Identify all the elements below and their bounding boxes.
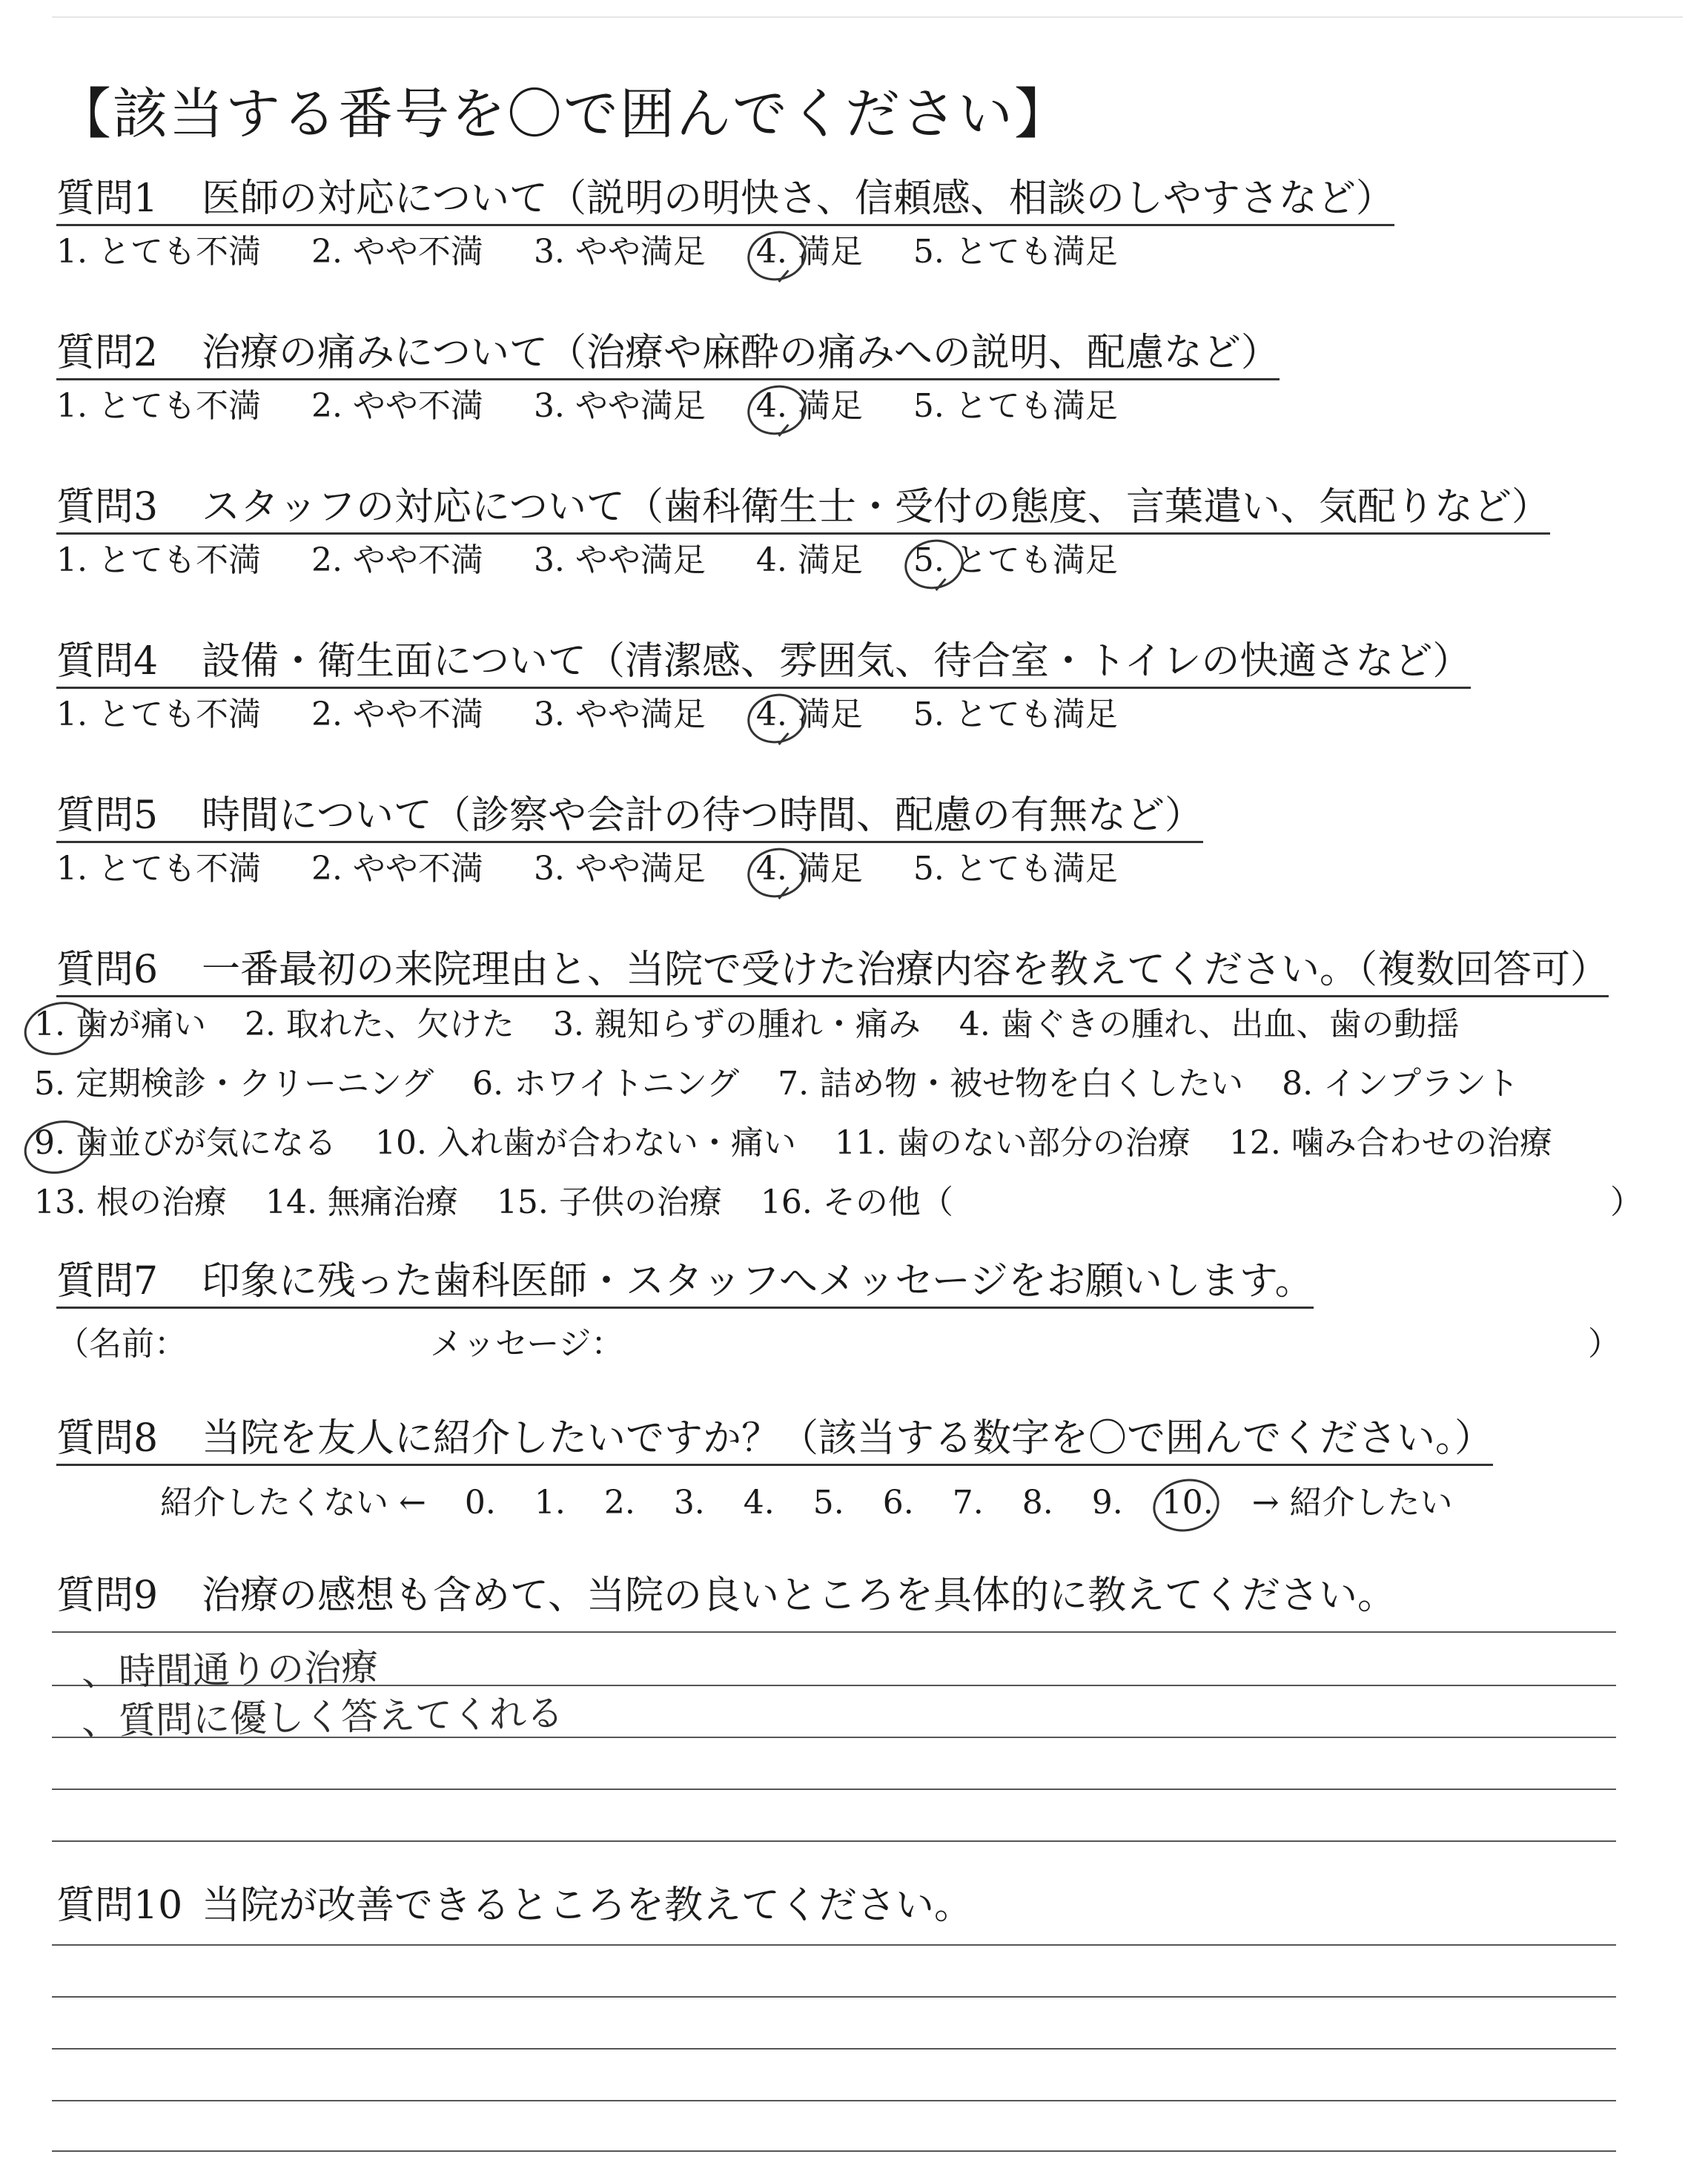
question-header: 質問5 時間について（診察や会計の待つ時間、配慮の有無など） (56, 793, 1203, 843)
message-line[interactable] (56, 1317, 1621, 1364)
option-1[interactable]: 1. とても不満 (56, 541, 261, 579)
reason-row-1 (34, 1005, 1643, 1044)
reason-5[interactable]: 5. 定期検診・クリーニング (34, 1065, 434, 1103)
message-close-paren: ） (1588, 1325, 1621, 1363)
question-header: 質問2 治療の痛みについて（治療や麻酔の痛みへの説明、配慮など） (56, 331, 1280, 380)
scale-6[interactable]: 6. (882, 1484, 914, 1522)
question-header: 質問1 医師の対応について（説明の明快さ、信頼感、相談のしやすさなど） (56, 176, 1394, 226)
message-label: メッセージ： (430, 1325, 624, 1363)
scale-2[interactable]: 2. (603, 1484, 635, 1522)
option-3[interactable]: 3. やや満足 (533, 696, 706, 733)
reason-row-2 (34, 1065, 1643, 1103)
reason-15[interactable]: 15. 子供の治療 (496, 1183, 722, 1221)
reason-1-selected[interactable]: 1. 歯が痛い (34, 1005, 206, 1043)
question-header: 質問3 スタッフの対応について（歯科衛生士・受付の態度、言葉遣い、気配りなど） (56, 485, 1550, 535)
answer-line (52, 1631, 1616, 1633)
reason-3[interactable]: 3. 親知らずの腫れ・痛み (552, 1005, 921, 1043)
recommend-scale (160, 1476, 1481, 1523)
option-5[interactable]: 5. とても満足 (913, 850, 1118, 888)
option-2[interactable]: 2. やや不満 (311, 696, 483, 733)
scale-8[interactable]: 8. (1022, 1484, 1053, 1522)
scale-3[interactable]: 3. (673, 1484, 705, 1522)
question-header: 質問4 設備・衛生面について（清潔感、雰囲気、待合室・トイレの快適さなど） (56, 639, 1471, 689)
reason-16[interactable]: 16. その他（ (760, 1183, 953, 1221)
option-1[interactable]: 1. とても不満 (56, 696, 261, 733)
scale-5[interactable]: 5. (812, 1484, 844, 1522)
reason-row-4 (34, 1183, 1643, 1222)
option-5[interactable]: 5. とても満足 (913, 387, 1118, 425)
answer-line (52, 1840, 1616, 1842)
other-close-paren: ） (1610, 1183, 1643, 1221)
option-3[interactable]: 3. やや満足 (533, 387, 706, 425)
question-header: 質問6 一番最初の来院理由と、当院で受けた治療内容を教えてください。（複数回答可） (56, 948, 1609, 997)
option-4-selected[interactable]: 4. 満足 (755, 233, 863, 271)
reason-10[interactable]: 10. 入れ歯が合わない・痛い (374, 1124, 796, 1162)
option-2[interactable]: 2. やや不満 (311, 541, 483, 579)
scale-4[interactable]: 4. (743, 1484, 775, 1522)
option-1[interactable]: 1. とても不満 (56, 387, 261, 425)
question-header: 質問7 印象に残った歯科医師・スタッフへメッセージをお願いします。 (56, 1259, 1314, 1309)
option-5[interactable]: 5. とても満足 (913, 233, 1118, 271)
reason-13[interactable]: 13. 根の治療 (34, 1183, 227, 1221)
answer-line (52, 1996, 1616, 1998)
rating-options (56, 850, 1158, 888)
reason-6[interactable]: 6. ホワイトニング (472, 1065, 740, 1103)
rating-options (56, 233, 1158, 271)
option-2[interactable]: 2. やや不満 (311, 850, 483, 888)
scale-9[interactable]: 9. (1091, 1484, 1123, 1522)
option-5[interactable]: 5. とても満足 (913, 696, 1118, 733)
option-3[interactable]: 3. やや満足 (533, 233, 706, 271)
question-header: 質問8 当院を友人に紹介したいですか？（該当する数字を〇で囲んでください。） (56, 1416, 1493, 1466)
handwritten-answer-1[interactable]: 、時間通りの治療 (81, 1645, 379, 1694)
option-2[interactable]: 2. やや不満 (311, 233, 483, 271)
reason-14[interactable]: 14. 無痛治療 (265, 1183, 458, 1221)
rating-options (56, 541, 1158, 580)
reason-8[interactable]: 8. インプラント (1282, 1065, 1520, 1103)
scale-7[interactable]: 7. (952, 1484, 984, 1522)
option-4[interactable]: 4. 満足 (755, 541, 863, 579)
option-4-selected[interactable]: 4. 満足 (755, 850, 863, 888)
answer-line (52, 1789, 1616, 1790)
reason-12[interactable]: 12. 噛み合わせの治療 (1228, 1124, 1552, 1162)
option-5-selected[interactable]: 5. とても満足 (913, 541, 1118, 579)
reason-row-3 (34, 1124, 1643, 1163)
name-label: （名前： (56, 1325, 187, 1363)
handwritten-answer-2[interactable]: 、質問に優しく答えてくれる (81, 1691, 564, 1743)
option-4-selected[interactable]: 4. 満足 (755, 696, 863, 733)
reason-11[interactable]: 11. 歯のない部分の治療 (834, 1124, 1191, 1162)
answer-line (52, 2100, 1616, 2101)
scale-right-label: → 紹介したい (1251, 1484, 1453, 1522)
scale-1[interactable]: 1. (534, 1484, 566, 1522)
scale-0[interactable]: 0. (464, 1484, 496, 1522)
option-2[interactable]: 2. やや不満 (311, 387, 483, 425)
option-1[interactable]: 1. とても不満 (56, 850, 261, 888)
reason-7[interactable]: 7. 詰め物・被せ物を白くしたい (778, 1065, 1244, 1103)
reason-4[interactable]: 4. 歯ぐきの腫れ、出血、歯の動揺 (959, 1005, 1460, 1043)
question-header: 質問10 当院が改善できるところを教えてください。 (56, 1883, 973, 1928)
option-3[interactable]: 3. やや満足 (533, 541, 706, 579)
rating-options (56, 696, 1158, 734)
option-3[interactable]: 3. やや満足 (533, 850, 706, 888)
scale-10-selected[interactable]: 10. (1161, 1484, 1214, 1522)
reason-2[interactable]: 2. 取れた、欠けた (244, 1005, 514, 1043)
top-border (52, 16, 1683, 18)
scale-left-label: 紹介したくない ← (160, 1484, 426, 1522)
answer-line (52, 1944, 1616, 1946)
reason-9-selected[interactable]: 9. 歯並びが気になる (34, 1124, 337, 1162)
question-header: 質問9 治療の感想も含めて、当院の良いところを具体的に教えてください。 (56, 1573, 1396, 1618)
option-4-selected[interactable]: 4. 満足 (755, 387, 863, 425)
rating-options (56, 387, 1158, 426)
answer-line (52, 2048, 1616, 2050)
page-title: 【該当する番号を〇で囲んでください】 (56, 82, 1070, 146)
answer-line (52, 2150, 1616, 2152)
option-1[interactable]: 1. とても不満 (56, 233, 261, 271)
